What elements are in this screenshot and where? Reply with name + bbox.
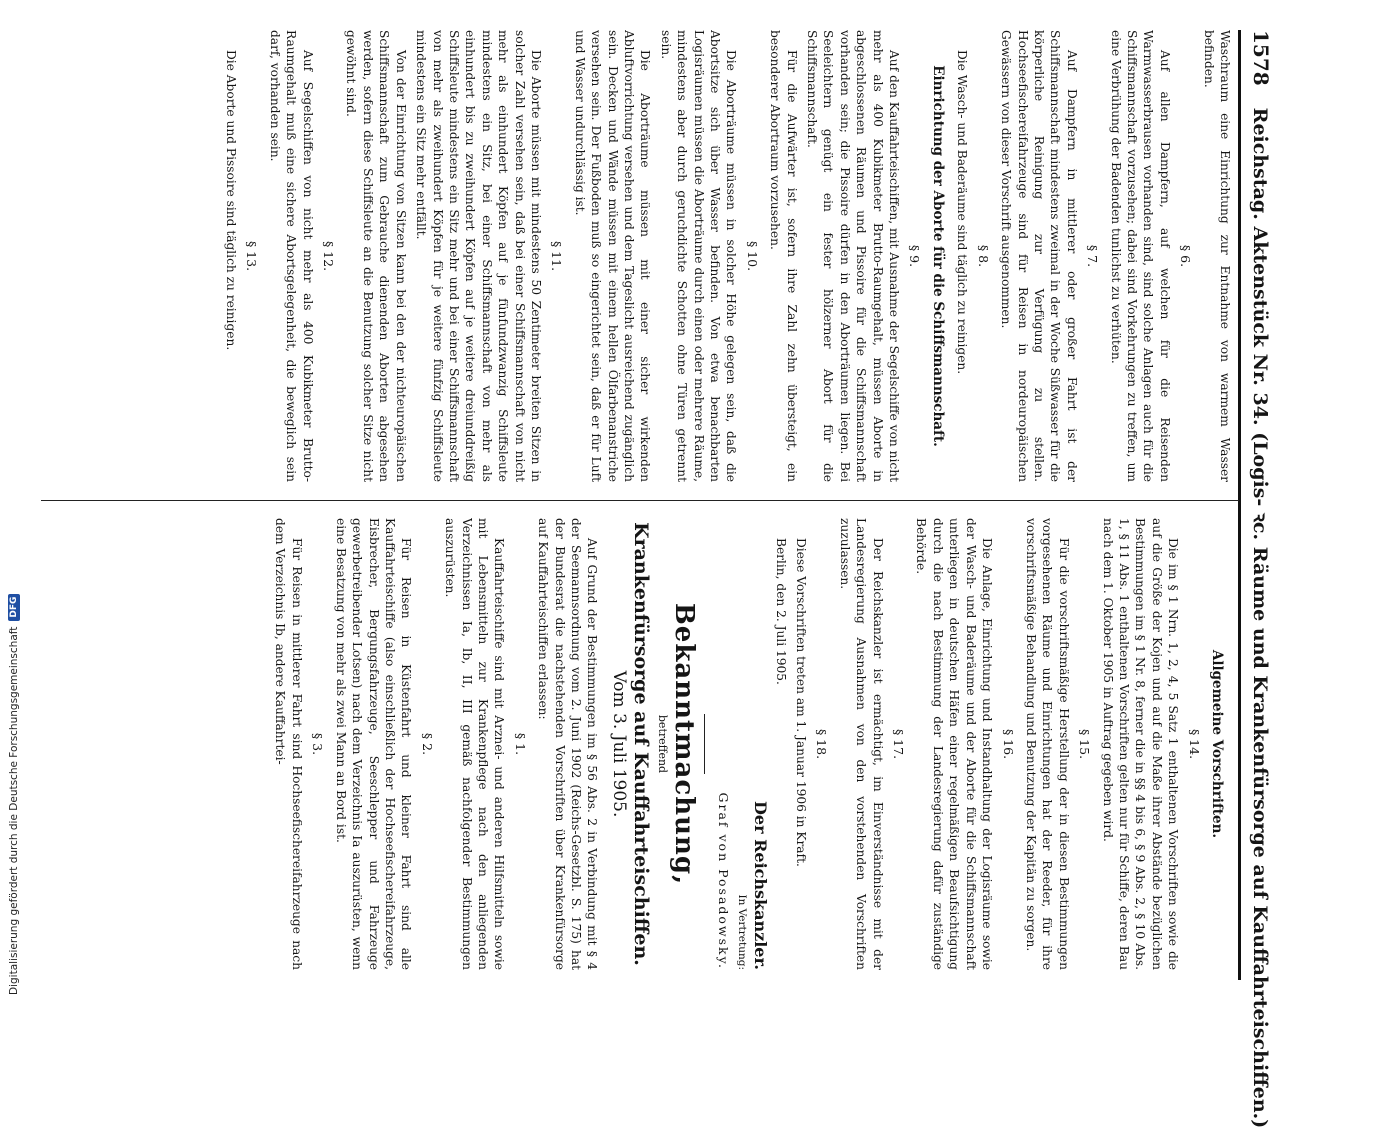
section-18-number: § 18. — [814, 728, 830, 760]
digitization-footer — [6, 596, 22, 995]
section-9-number: § 9. — [907, 244, 923, 268]
running-title: Reichstag. Aktenstück Nr. 34. (Logis- ꝛc. Räume und Krankenfürsorge auf Kauffahrteischiffen.) — [1249, 107, 1271, 1128]
section-12-text: Auf Segelschiffen von nicht mehr als 400 Kubikmeter Brutto-Raumgehalt muß eine sichere Abortsgelegenheit, die beweglich sein darf, vorhanden sein. — [267, 30, 315, 482]
section-15-text: Für die vorschriftsmäßige Herstellung der in diesen Bestimmungen vorgesehenen Räume und Einrichtungen hat der Reeder, für ihre vorschriftsmäßige Behandlung und Benutzung der Kapitän zu sorgen. — [1023, 518, 1071, 970]
b-section-1-number: § 1. — [512, 732, 528, 756]
section-6-text: Auf allen Dampfern, auf welchen für die Reisenden Warmwasserbrausen vorhanden sind, sind solche Anlagen auch für die Schiffsmannschaft vorzusehen; dabei sind Vorkehrungen zu treffen, um eine Verbrühung der Badenden tunlichst zu verhüten. — [1108, 30, 1172, 482]
signature-deputy: In Vertretung: — [735, 894, 748, 970]
announcement-title: Bekanntmachung, — [669, 602, 700, 886]
section-7-text: Auf Dampfern in mittlerer oder großer Fahrt ist der Schiffsmannschaft mindestens zweimal in der Woche Süßwasser für die körperliche Reinigung zur Verfügung zu stellen. Hochseefischereifahrzeuge sind für Reisen in nordeuropäischen Gewässern von dieser Vorschrift ausgenommen. — [999, 30, 1079, 482]
signature-name: Graf von Posadowsky. — [716, 792, 732, 970]
signature-place-date: Berlin, den 2. Juli 1905. — [773, 538, 788, 685]
section-11-text-2: Von der Einrichtung von Sitzen kann bei den der nichteuropäischen Schiffsmannschaft zum Gebrauche dienenden Aborten abgesehen werden, sofern diese Schiffsleute an die Benutzung solcher Sitze nicht gewöhnt sind. — [344, 30, 408, 482]
section-17-text: Der Reichskanzler ist ermächtigt, im Einverständnisse mit der Landesregierung Ausnahmen von den vorstehenden Vorschriften zuzulassen. — [837, 518, 885, 970]
section-9-text-2: Für die Aufwärter ist, sofern ihre Zahl zehn übersteigt, ein besonderer Abortraum vorzusehen. — [768, 30, 799, 482]
separator-rule — [704, 714, 705, 774]
section-13-text: Die Aborte und Pissoire sind täglich zu reinigen. — [224, 50, 239, 351]
section-11-number: § 11. — [549, 240, 565, 272]
announcement-subject: Krankenfürsorge auf Kauffahrteischiffen. — [630, 522, 653, 966]
section-8-text: Die Wasch- und Baderäume sind täglich zu reinigen. — [955, 50, 970, 375]
section-14-text: Die im § 1 Nrn. 1, 2, 4, 5 Satz 1 enthaltenen Vorschriften sowie die auf die Größe der Kojen und auf die Maße ihrer Abstände bezüglichen Bestimmungen im § 1 Nr. 8, ferner die in §§ 4 bis 6, § 9 Abs. 2, § 10 Abs. 1, § 11 Abs. 1 enthaltenen Vorschriften gelten nur für Schiffe, deren Bau nach dem 1. Oktober 1905 in Auftrag gegeben wird. — [1100, 518, 1181, 970]
footer-credit: Digitalisierung gefördert durch die Deutsche Forschungsgemeinschaft — [8, 626, 20, 995]
announcement-date: Vom 3. Juli 1905. — [608, 670, 629, 818]
section-16-number: § 16. — [1000, 728, 1016, 760]
announcement-betreffend: betreffend — [655, 714, 669, 774]
right-column — [41, 518, 1233, 970]
section-11-text-1: Die Aborte müssen mit mindestens 50 Zentimeter breiten Sitzen in solcher Zahl versehen sein, daß bei einer Schiffsmannschaft von nicht mehr als einhundert Köpfen auf je fünfundzwanzig Schiffsleute mindestens ein Sitz, bei einer Schiffsmannschaft von mehr als einhundert bis zu zweihundert Köpfen auf je weitere dreiunddreißig Schiffsleute mindestens ein Sitz mehr und bei einer Schiffsmannschaft von mehr als zweihundert Köpfen für je weitere fünfzig Schiffsleute mindestens ein Sitz mehr entfällt. — [414, 30, 543, 482]
section-9-text-1: Auf den Kauffahrteischiffen, mit Ausnahme der Segelschiffe von nicht mehr als 400 Kubikmeter Brutto-Raumgehalt, müssen Aborte in abgeschlossenen Räumen und Pissoire für die Schiffsmannschaft vorhanden sein; die Pissoire dürfen in den Aborträumen liegen. Bei Seeleichtern genügt ein fester hölzerner Abort für die Schiffsmannschaft. — [805, 30, 902, 482]
b-section-2-number: § 2. — [419, 732, 435, 756]
b-section-3-number: § 3. — [310, 732, 326, 756]
section-13-number: § 13. — [244, 240, 260, 272]
page-header — [1238, 30, 1281, 1128]
section-16-text: Die Anlage, Einrichtung und Instandhaltung der Logisräume sowie der Wasch- und Baderäume und der Aborte für die Schiffsmannschaft unterliegen in deutschen Häfen einer regelmäßigen Beaufsichtigung durch die nach Bestimmung der Landesregierung dafür zuständige Behörde. — [914, 518, 995, 970]
section-10-text-1: Die Aborträume müssen in solcher Höhe gelegen sein, daß die Abortsitze sich über Wasser befinden. Von etwa benachbarten Logisräumen müssen die Aborträume durch einen oder mehrere Räume, mindestens aber durch geruchdichte Schotten ohne Türen getrennt sein. — [658, 30, 739, 482]
b-section-2-text: Für Reisen in Küstenfahrt und kleiner Fahrt sind alle Kauffahrteischiffe (also einschließlich der Hochseefischereifahrzeuge, Eisbrecher, Bergungsfahrzeuge, Seeschlepper und Fahrzeuge gewerbetreibender Lotsen) nach dem Verzeichnis Ia auszurüsten, wenn eine Besatzung von mehr als zwei Mann an Bord ist. — [333, 518, 414, 970]
section-17-number: § 17. — [891, 728, 907, 760]
section-14-number: § 14. — [1186, 728, 1202, 760]
section-12-number: § 12. — [321, 240, 337, 272]
page-content — [41, 30, 1281, 1128]
left-column — [41, 30, 1233, 482]
section-6-number: § 6. — [1178, 244, 1194, 268]
section-15-number: § 15. — [1077, 728, 1093, 760]
section-8-number: § 8. — [975, 244, 991, 268]
section-7-number: § 7. — [1085, 244, 1101, 268]
page-number: 1578 — [1249, 30, 1273, 86]
section-18-text: Diese Vorschriften treten am 1. Januar 1906 in Kraft. — [794, 538, 809, 867]
column-divider — [41, 500, 1239, 501]
section-10-text-2: Die Aborträume müssen mit einer sicher wirkenden Abluftvorrichtung versehen und dem Tageslicht ausreichend zugänglich sein. Decken und Wände müssen mit einem hellen Ölfarbenanstriche versehen sein. Der Fußboden muß so eingerichtet sein, daß er für Luft und Wasser undurchlässig ist. — [572, 30, 653, 482]
section-10-number: § 10. — [744, 240, 760, 272]
dfg-logo-icon: DFG — [8, 594, 20, 621]
heading-general-provisions: Allgemeine Vorschriften. — [1209, 649, 1225, 839]
signature-office: Der Reichskanzler. — [751, 801, 771, 970]
heading-aborte: Einrichtung der Aborte für die Schiffsmannschaft. — [929, 65, 946, 447]
announcement-intro: Auf Grund der Bestimmungen im § 56 Abs. 2 in Verbindung mit § 4 der Seemannsordnung vom 2. Juni 1902 (Reichs-Gesetzbl. S. 175) hat der Bundesrat die nachstehenden Vorschriften über Krankenfürsorge auf Kauffahrteischiffen erlassen: — [536, 518, 600, 970]
intro-text: Waschraum eine Einrichtung zur Entnahme von warmem Wasser befinden. — [1201, 30, 1232, 482]
b-section-1-text: Kauffahrteischiffe sind mit Arznei- und anderen Hilfsmitteln sowie mit Lebensmitteln zur Krankenpflege nach den anliegenden Verzeichnissen Ia, Ib, II, III gemäß nachfolgender Bestimmungen auszurüsten. — [443, 518, 507, 970]
b-section-3-text: Für Reisen in mittlerer Fahrt sind Hochseefischereifahrzeuge nach dem Verzeichnis Ib, andere Kauffahrtei- — [273, 518, 304, 970]
